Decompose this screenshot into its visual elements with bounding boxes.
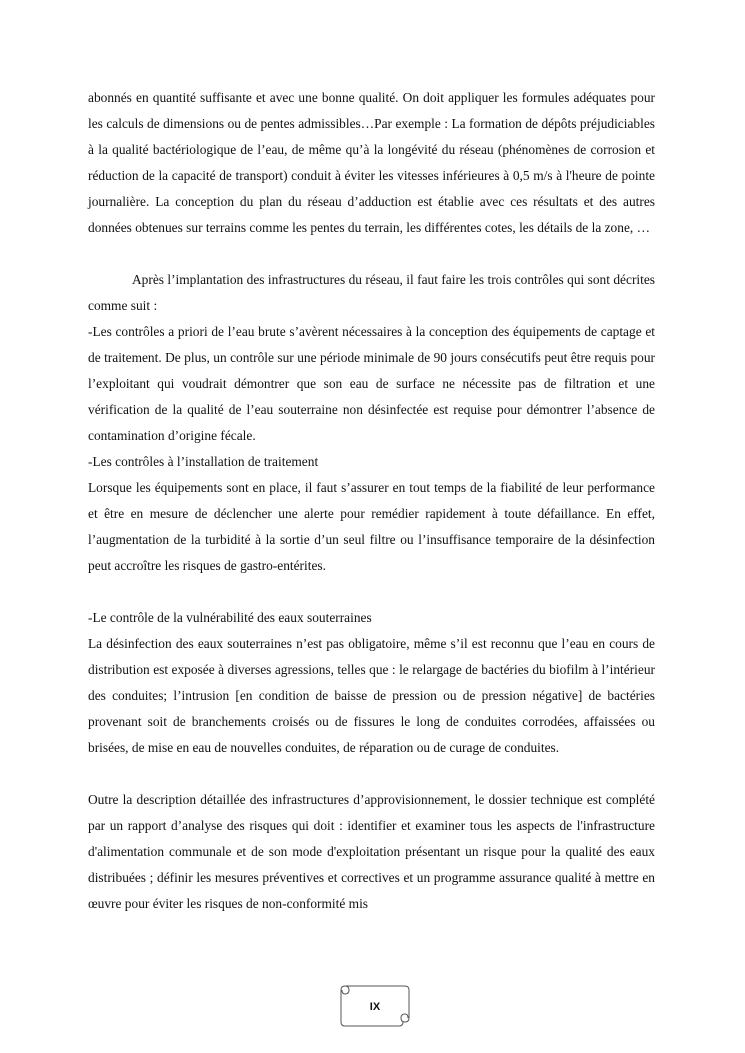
paragraph-raw-water-control: -Les contrôles a priori de l’eau brute s’avèrent nécessaires à la conception des équipements de captage et de traitement. De plus, un contrôle sur une période minimale de 90 jours consécutifs peut être requis pour l’exploitant qui voudrait démontrer que son eau de surface ne nécessite pas de filtration et une vérification de la qualité de l’eau souterraine non désinfectée est requise pour démontrer l’absence de contamination d’origine fécale. — [88, 324, 655, 443]
page-content — [88, 85, 655, 917]
paragraph-controls-intro: Après l’implantation des infrastructures du réseau, il faut faire les trois contrôles qui sont décrites comme suit : — [88, 272, 655, 313]
page-number: IX — [369, 1001, 381, 1013]
paragraph-groundwater-disinfection: La désinfection des eaux souterraines n’est pas obligatoire, même s’il est reconnu que l’eau en cours de distribution est exposée à diverses agressions, telles que : le relargage de bactéries du biofilm à l’intérieur des conduites; l’intrusion [en condition de baisse de pression ou de pression négative] de bactéries provenant soit de branchements croisés ou de fissures le long de conduites corrodées, affaissées ou brisées, de mise en eau de nouvelles conduites, de réparation ou de curage de conduites. — [88, 636, 655, 755]
paragraph-treatment-control: Lorsque les équipements sont en place, il faut s’assurer en tout temps de la fiabilité de leur performance et être en mesure de déclencher une alerte pour remédier rapidement à toute défaillance. En effet, l’augmentation de la turbidité à la sortie d’un seul filtre ou l’insuffisance temporaire de la désinfection peut accroître les risques de gastro-entérites. — [88, 480, 655, 573]
paragraph-spacer — [88, 761, 655, 787]
paragraph-spacer — [88, 241, 655, 267]
heading-groundwater-control: -Le contrôle de la vulnérabilité des eaux souterraines — [88, 610, 372, 625]
paragraph-spacer — [88, 579, 655, 605]
paragraph-network-design: abonnés en quantité suffisante et avec une bonne qualité. On doit appliquer les formules adéquates pour les calculs de dimensions ou de pentes admissibles…Par exemple : La formation de dépôts préjudiciables à la qualité bactériologique de l’eau, de même qu’à la longévité du réseau (phénomènes de corrosion et réduction de la capacité de transport) conduit à éviter les vitesses inférieures à 0,5 m/s à l'heure de pointe journalière. La conception du plan du réseau d’adduction est établie avec ces résultats et des autres données obtenues sur terrains comme les pentes du terrain, les différentes cotes, les détails de la zone, … — [88, 90, 655, 235]
heading-treatment-control: -Les contrôles à l’installation de traitement — [88, 454, 319, 469]
paragraph-risk-analysis: Outre la description détaillée des infrastructures d’approvisionnement, le dossier technique est complété par un rapport d’analyse des risques qui doit : identifier et examiner tous les aspects de l'infrastructure d'alimentation communale et de son mode d'exploitation présentant un risque pour la qualité des eaux distribuées ; définir les mesures préventives et correctives et un programme assurance qualité à mettre en œuvre pour éviter les risques de non-conformité mis — [88, 792, 655, 911]
